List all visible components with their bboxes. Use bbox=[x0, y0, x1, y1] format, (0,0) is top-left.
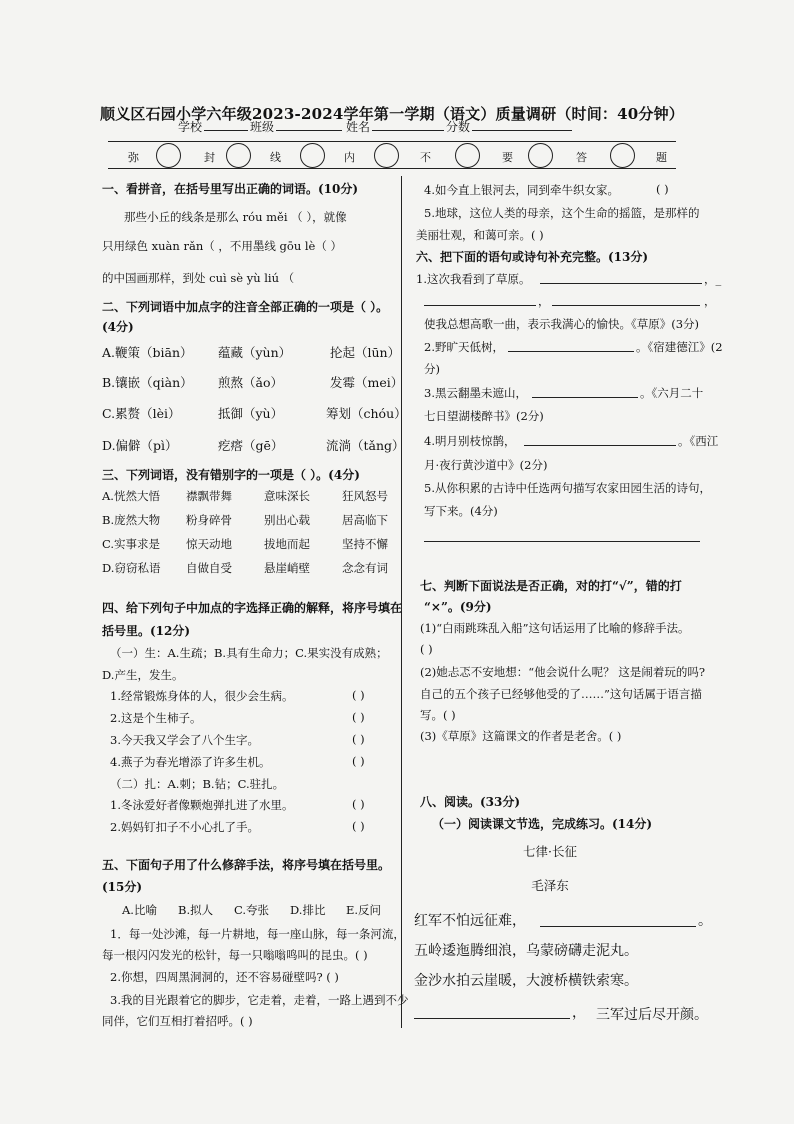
section-5-heading-cont: (15分) bbox=[102, 880, 143, 894]
answer-paren[interactable]: ( ) bbox=[352, 732, 365, 746]
s5-question: 1．每一处沙滩，每一片耕地，每一座山脉，每一条河流， bbox=[110, 927, 405, 941]
seal-circle bbox=[528, 143, 553, 168]
s1-line: 那些小丘的线条是那么 róu měi （ ），就像 bbox=[124, 210, 347, 224]
s6-question: 。《宿建德江》(2 bbox=[636, 340, 723, 354]
s6-question: 七日望湖楼醉书》(2分) bbox=[424, 409, 544, 423]
s3-option: A.恍然大悟 bbox=[102, 489, 160, 503]
fill-blank[interactable] bbox=[414, 1002, 570, 1019]
s5-option: A.比喻 bbox=[122, 903, 157, 917]
s2-option: 筹划（chóu） bbox=[326, 406, 407, 421]
seal-word: 线 bbox=[270, 151, 281, 164]
answer-paren[interactable]: ( ) bbox=[352, 819, 365, 833]
s6-question: 3.黑云翻墨未遮山， bbox=[424, 386, 527, 400]
s4-definition: D.产生，发生。 bbox=[102, 668, 184, 682]
section-7-heading-cont: “×”。(9分) bbox=[424, 600, 492, 614]
s3-option: 狂风怒号 bbox=[342, 489, 388, 503]
page-title: 顺义区石园小学六年级2023-2024学年第一学期（语文）质量调研（时间：40分钟） bbox=[100, 105, 684, 123]
s5-option: C.夸张 bbox=[234, 903, 270, 917]
seal-word: 内 bbox=[344, 151, 355, 164]
s3-option: 拔地而起 bbox=[264, 537, 310, 551]
seal-word: 不 bbox=[420, 151, 431, 164]
s2-option: 发霉（mei） bbox=[330, 375, 404, 390]
seal-circle bbox=[300, 143, 325, 168]
s4-item: 4.燕子为春光增添了许多生机。 bbox=[110, 755, 271, 769]
s2-option: A.鞭策（biān） bbox=[102, 345, 193, 360]
s5-question: 每一根闪闪发光的松针，每一只嗡嗡鸣叫的昆虫。( ) bbox=[102, 948, 368, 962]
section-2-heading: 二、下列词语中加点字的注音全部正确的一项是（ ）。 bbox=[102, 300, 389, 314]
s3-option: 悬崖峭壁 bbox=[264, 561, 310, 575]
section-8-heading: 八、阅读。(33分) bbox=[420, 795, 521, 809]
s5-option: E.反问 bbox=[346, 903, 382, 917]
s3-option: 别出心载 bbox=[264, 513, 310, 527]
s7-question: (3)《草原》这篇课文的作者是老舍。( ) bbox=[420, 729, 622, 743]
fill-blank[interactable] bbox=[552, 292, 700, 306]
s5-question: 同伴，它们互相打着招呼。( ) bbox=[102, 1014, 253, 1028]
s3-option: 居高临下 bbox=[342, 513, 388, 527]
score-blank[interactable] bbox=[472, 118, 572, 131]
s3-option: D.窃窃私语 bbox=[102, 561, 161, 575]
s3-option: C.实事求是 bbox=[102, 537, 161, 551]
s4-item: 2.这是个生柿子。 bbox=[110, 711, 202, 725]
s6-question: ， bbox=[538, 294, 550, 308]
fill-blank[interactable] bbox=[540, 270, 702, 284]
s5-option: B.拟人 bbox=[178, 903, 214, 917]
section-5-heading: 五、下面句子用了什么修辞手法，将序号填在括号里。 bbox=[102, 858, 391, 872]
s6-question: 。《西江 bbox=[678, 434, 719, 448]
s6-question: 使我总想高歌一曲，表示我满心的愉快。《草原》(3分) bbox=[424, 317, 700, 331]
s2-option: 疙瘩（gē） bbox=[218, 438, 284, 453]
answer-paren[interactable]: ( ) bbox=[352, 710, 365, 724]
s6-question: ，_ bbox=[704, 272, 722, 286]
poem-line: 金沙水拍云崖暖，大渡桥横铁索寒。 bbox=[414, 973, 638, 989]
s6-question: 2.野旷天低树， bbox=[424, 340, 504, 354]
answer-paren[interactable]: ( ) bbox=[352, 754, 365, 768]
fill-blank[interactable] bbox=[424, 528, 700, 542]
s4-item: 1.经常锻炼身体的人，很少会生病。 bbox=[110, 689, 294, 703]
s4-item: 5.地球，这位人类的母亲，这个生命的摇篮，是那样的 bbox=[424, 206, 700, 220]
s4-item: 2.妈妈钉扣子不小心扎了手。 bbox=[110, 820, 259, 834]
section-4-heading: 四、给下列句子中加点的字选择正确的解释，将序号填在 bbox=[102, 601, 403, 615]
fill-blank[interactable] bbox=[524, 432, 676, 446]
s7-question: (2)她忐忑不安地想：“他会说什么呢？ 这是闹着玩的吗? bbox=[420, 665, 705, 679]
s6-question: 5.从你积累的古诗中任选两句描写农家田园生活的诗句， bbox=[424, 481, 711, 495]
s5-option: D.排比 bbox=[290, 903, 326, 917]
s2-option: B.镶嵌（qiàn） bbox=[102, 375, 193, 390]
s3-option: 粉身碎骨 bbox=[186, 513, 232, 527]
s2-option: C.累赘（lèi） bbox=[102, 406, 181, 421]
s3-option: 自做自受 bbox=[186, 561, 232, 575]
s4-item: 美丽壮观，和蔼可亲。( ) bbox=[416, 228, 544, 242]
s7-question: 自己的五个孩子已经够他受的了……”这句话属于语言描 bbox=[420, 687, 702, 701]
s2-option: 蕴藏（yùn） bbox=[218, 345, 292, 360]
class-blank[interactable] bbox=[276, 118, 342, 131]
seal-word: 要 bbox=[502, 151, 513, 164]
section-8-sub: （一）阅读课文节选，完成练习。(14分) bbox=[432, 817, 653, 831]
s4-item: 3.今天我又学会了八个生字。 bbox=[110, 733, 259, 747]
section-1-heading: 一、看拼音，在括号里写出正确的词语。(10分) bbox=[102, 182, 359, 196]
seal-circle bbox=[455, 143, 480, 168]
poem-line: ， bbox=[572, 1005, 586, 1021]
score-label: 分数 bbox=[446, 120, 471, 134]
fill-blank[interactable] bbox=[424, 292, 536, 306]
s6-question: 。《六月二十 bbox=[640, 386, 704, 400]
s6-question: 4.明月别枝惊鹊， bbox=[424, 434, 516, 448]
poem-title: 七律·长征 bbox=[523, 844, 577, 859]
s4-definition: （一）生：A.生疏；B.具有生命力；C.果实没有成熟； bbox=[110, 646, 388, 660]
s2-option: 抵御（yù） bbox=[218, 406, 284, 421]
fill-blank[interactable] bbox=[532, 384, 638, 398]
poem-line: 三军过后尽开颜。 bbox=[596, 1007, 708, 1023]
answer-paren[interactable]: ( ) bbox=[656, 182, 669, 196]
section-3-heading: 三、下列词语，没有错别字的一项是（ ）。(4分) bbox=[102, 468, 360, 482]
seal-word: 答 bbox=[576, 151, 587, 164]
s6-question: ， bbox=[704, 294, 716, 308]
s2-option: 流淌（tǎng） bbox=[326, 438, 405, 453]
s2-option: 煎熬（ǎo） bbox=[218, 375, 283, 390]
s6-question: 1.这次我看到了草原。 bbox=[416, 272, 531, 286]
s6-question: 写下来。(4分) bbox=[424, 504, 498, 518]
s4-item: 1.冬泳爱好者像颗炮弹扎进了水里。 bbox=[110, 798, 294, 812]
name-blank[interactable] bbox=[372, 118, 444, 131]
s6-question: 分) bbox=[424, 362, 440, 376]
s4-item: 4.如今直上银河去，同到牵牛织女家。 bbox=[424, 183, 619, 197]
seal-circle bbox=[610, 143, 635, 168]
poem-line: 红军不怕远征难， bbox=[414, 913, 526, 929]
s5-question: 2.你想，四周黑洞洞的，还不容易碰壁吗? ( ) bbox=[110, 970, 339, 984]
s3-option: 意味深长 bbox=[264, 489, 310, 503]
fill-blank[interactable] bbox=[508, 338, 634, 352]
s7-question: (1)“白雨跳珠乱入船”这句话运用了比喻的修辞手法。 bbox=[420, 621, 690, 635]
section-7-heading: 七、判断下面说法是否正确，对的打“√”，错的打 bbox=[420, 579, 682, 593]
class-label: 班级 bbox=[250, 120, 275, 134]
seal-circle bbox=[374, 143, 399, 168]
poem-line: 。 bbox=[698, 913, 712, 929]
fill-blank[interactable] bbox=[540, 910, 696, 927]
s1-line: 只用绿色 xuàn rǎn（ ，不用墨线 gōu lè（ ） bbox=[102, 239, 343, 253]
section-6-heading: 六、把下面的语句或诗句补充完整。(13分) bbox=[416, 250, 649, 264]
seal-circle bbox=[156, 143, 181, 168]
s1-line: 的中国画那样，到处 cuì sè yù liú （ bbox=[102, 271, 295, 285]
answer-paren[interactable]: ( ) bbox=[420, 642, 433, 656]
seal-word: 封 bbox=[204, 151, 215, 164]
school-blank[interactable] bbox=[204, 118, 248, 131]
s3-option: B.庞然大物 bbox=[102, 513, 161, 527]
section-2-points: (4分) bbox=[102, 320, 134, 334]
s2-option: D.偏僻（pì） bbox=[102, 438, 178, 453]
s4-definition: （二）扎：A.刺；B.钻；C.驻扎。 bbox=[110, 777, 285, 791]
s3-option: 念念有词 bbox=[342, 561, 388, 575]
s3-option: 襟飘带舞 bbox=[186, 489, 232, 503]
s3-option: 坚持不懈 bbox=[342, 537, 388, 551]
answer-paren[interactable]: ( ) bbox=[352, 797, 365, 811]
name-label: 姓名 bbox=[346, 120, 371, 134]
seal-word: 题 bbox=[656, 151, 667, 164]
s5-question: 3.我的目光跟着它的脚步，它走着，走着，一路上遇到不少 bbox=[110, 993, 409, 1007]
school-label: 学校 bbox=[178, 120, 203, 134]
section-4-heading-cont: 括号里。(12分) bbox=[102, 624, 191, 638]
s2-option: 抡起（lūn） bbox=[330, 345, 401, 360]
seal-word: 弥 bbox=[128, 151, 139, 164]
poem-line: 五岭逶迤腾细浪，乌蒙磅礴走泥丸。 bbox=[414, 943, 638, 959]
s3-option: 惊天动地 bbox=[186, 537, 232, 551]
seal-circle bbox=[226, 143, 251, 168]
poem-author: 毛泽东 bbox=[531, 878, 569, 893]
answer-paren[interactable]: ( ) bbox=[352, 688, 365, 702]
s6-question: 月·夜行黄沙道中》(2分) bbox=[424, 458, 548, 472]
s7-question: 写。( ) bbox=[420, 708, 456, 722]
